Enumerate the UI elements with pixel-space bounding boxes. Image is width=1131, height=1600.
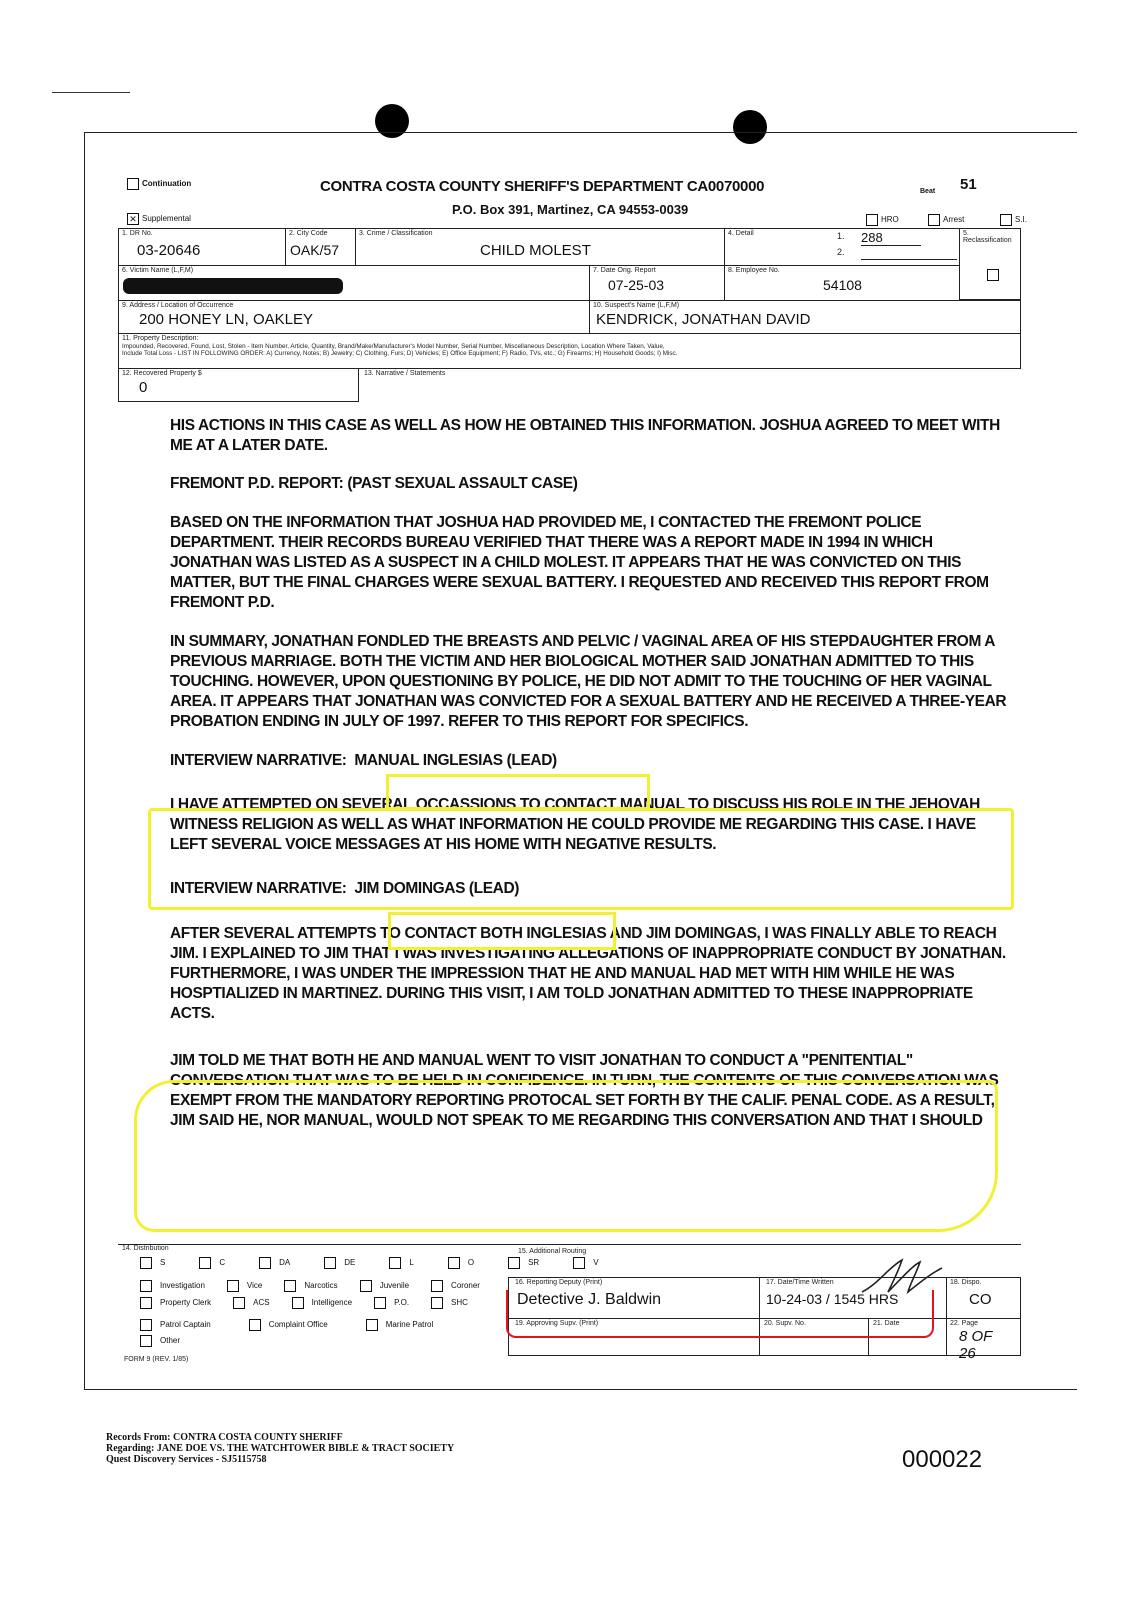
reclassification-label: 5. Reclassification xyxy=(963,230,1012,244)
employee-value: 54108 xyxy=(823,277,862,293)
city-code-label: 2. City Code xyxy=(289,230,328,237)
distribution-label: Other xyxy=(160,1336,181,1346)
date-orig-label: 7. Date Orig. Report xyxy=(593,267,656,274)
fremont-heading: FREMONT P.D. REPORT: (PAST SEXUAL ASSAULT CASE) xyxy=(170,475,578,493)
distribution-checkbox-property-clerk[interactable] xyxy=(140,1298,219,1307)
reclassification-cell xyxy=(959,228,1021,300)
footer-line: Records From: CONTRA COSTA COUNTY SHERIFF xyxy=(106,1432,343,1443)
distribution-label: O xyxy=(467,1258,475,1268)
distribution-row-1 xyxy=(140,1257,633,1269)
supplemental-label: Supplemental xyxy=(142,214,191,224)
distribution-label: Patrol Captain xyxy=(160,1320,211,1330)
narrative-paragraph: AFTER SEVERAL ATTEMPTS TO CONTACT BOTH INGLESIAS AND JIM DOMINGAS, I WAS FINALLY ABLE TO REACH JIM. I EXPLAINED TO JIM THAT I WAS INVESTIGATING ALLEGATIONS OF INAPPROPRIATE CONDUCT BY JONATHAN. FURTHERMORE, I WAS UNDER THE IMPRESSION THAT HE AND MANUAL HAD MET WITH HIM WHILE HE WAS HOSPTIALIZED IN MARTINEZ. DURING THIS VISIT, I AM TOLD JONATHAN ADMITTED TO THESE INAPPROPRIATE ACTS. xyxy=(170,924,1006,1023)
interview-heading-name: JIM DOMINGAS (LEAD) xyxy=(354,880,520,898)
department-address: P.O. Box 391, Martinez, CA 94553-0039 xyxy=(452,202,689,217)
distribution-checkbox-narcotics[interactable] xyxy=(284,1281,345,1290)
dispo-value: CO xyxy=(969,1291,992,1308)
highlight-box xyxy=(388,912,616,950)
checkbox-icon xyxy=(324,1257,336,1269)
address-label: 9. Address / Location of Occurrence xyxy=(122,302,234,309)
distribution-label: 14. Distribution xyxy=(122,1245,169,1252)
victim-label: 6. Victim Name (L,F,M) xyxy=(122,267,194,274)
distribution-label: ACS xyxy=(253,1298,270,1308)
suspect-cell xyxy=(589,300,1021,334)
page-value: 8 OF 26 xyxy=(959,1328,993,1362)
footer-line: Regarding: JANE DOE VS. THE WATCHTOWER BIBLE & TRACT SOCIETY xyxy=(106,1443,455,1454)
distribution-checkbox-v[interactable] xyxy=(573,1258,606,1267)
dr-no-label: 1. DR No. xyxy=(122,230,153,237)
date-orig-cell xyxy=(589,265,725,301)
checkbox-icon xyxy=(431,1280,443,1292)
detail-2-line xyxy=(861,259,957,260)
narrative-paragraph: IN SUMMARY, JONATHAN FONDLED THE BREASTS AND PELVIC / VAGINAL AREA OF HIS STEPDAUGHTER FROM A PREVIOUS MARRIAGE. BOTH THE VICTIM AND HER BIOLOGICAL MOTHER SAID JONATHAN ADMITTED TO THIS TOUCHING. HOWEVER, UPON QUESTIONING BY POLICE, HE DID NOT ADMIT TO THE TOUCHING OF HER VAGINAL AREA. IT APPEARS THAT JONATHAN WAS CONVICTED FOR A SEXUAL BATTERY AND HE RECEIVED A THREE-YEAR PROBATION ENDING IN JULY OF 1997. REFER TO THIS REPORT FOR SPECIFICS. xyxy=(170,632,1007,731)
deputy-value: Detective J. Baldwin xyxy=(517,1291,662,1308)
property-label: 11. Property Description: xyxy=(122,335,199,342)
distribution-checkbox-investigation[interactable] xyxy=(140,1281,213,1290)
approving-label: 19. Approving Supv. (Print) xyxy=(515,1320,599,1327)
checkbox-icon xyxy=(127,178,139,190)
distribution-label: SHC xyxy=(451,1298,468,1308)
checkbox-icon xyxy=(140,1297,152,1309)
checkbox-icon xyxy=(140,1319,152,1331)
narrative-label: 13. Narrative / Statements xyxy=(364,370,446,377)
distribution-checkbox-acs[interactable] xyxy=(233,1298,277,1307)
bates-number: 000022 xyxy=(902,1446,983,1473)
employee-cell xyxy=(724,265,960,301)
si-label: S.I. xyxy=(1015,215,1028,225)
distribution-row-5 xyxy=(140,1335,198,1347)
checkbox-icon xyxy=(1000,214,1012,226)
distribution-label: Coroner xyxy=(451,1281,480,1291)
distribution-checkbox-c[interactable] xyxy=(199,1258,233,1267)
distribution-checkbox-sr[interactable] xyxy=(508,1258,547,1267)
continuation-label: Continuation xyxy=(142,179,192,189)
checkbox-icon xyxy=(374,1297,386,1309)
checkbox-icon xyxy=(140,1280,152,1292)
distribution-label: Marine Patrol xyxy=(385,1320,434,1330)
arrest-checkbox[interactable] xyxy=(928,214,964,226)
detail-cell xyxy=(724,228,960,266)
crime-cell xyxy=(355,228,725,266)
narrative-paragraph: I HAVE ATTEMPTED ON SEVERAL OCCASSIONS TO CONTACT MANUAL TO DISCUSS HIS ROLE IN THE JEHOVAH WITNESS RELIGION AS WELL AS WHAT INFORMATION HE COULD PROVIDE ME REGARDING THIS CASE. I HAVE LEFT SEVERAL VOICE MESSAGES AT HIS HOME WITH NEGATIVE RESULTS. xyxy=(170,795,980,854)
checkbox-icon xyxy=(360,1280,372,1292)
employee-label: 8. Employee No. xyxy=(728,267,780,274)
distribution-label: Vice xyxy=(246,1281,263,1291)
signature-icon xyxy=(858,1254,948,1298)
department-title: CONTRA COSTA COUNTY SHERIFF'S DEPARTMENT CA0070000 xyxy=(320,178,765,195)
dr-no-cell xyxy=(118,228,286,266)
property-instructions-1: Impounded, Recovered, Found, Lost, Stolen - Item Number, Article, Quantity, Brand/Make/Manufacturer's Model Number, Serial Number, Miscellaneous Description, Location Where Taken, Value, xyxy=(122,343,665,350)
address-value: 200 HONEY LN, OAKLEY xyxy=(139,311,313,328)
highlight-box xyxy=(386,774,650,810)
checkbox-icon xyxy=(227,1280,239,1292)
narrative-paragraph: JIM TOLD ME THAT BOTH HE AND MANUAL WENT TO VISIT JONATHAN TO CONDUCT A "PENITENTIAL" CONVERSATION THAT WAS TO BE HELD IN CONFIDENCE. IN TURN, THE CONTENTS OF THIS CONVERSATION WAS EXEMPT FROM THE MANDATORY REPORTING PROTOCAL SET FORTH BY THE CALIF. PENAL CODE. AS A RESULT, JIM SAID HE, NOR MANUAL, WOULD NOT SPEAK TO ME REGARDING THIS CONVERSATION AND THAT I SHOULD xyxy=(170,1051,999,1130)
distribution-label: Juvenile xyxy=(379,1281,410,1291)
distribution-label: Intelligence xyxy=(311,1298,353,1308)
checkbox-icon xyxy=(140,1257,152,1269)
property-instructions-2: Include Total Loss - LIST IN FOLLOWING ORDER: A) Currency, Notes; B) Jewelry; C) Clothing, Furs; D) Vehicles; E) Office Equipment; F) Radio, TVs, etc.; G) Firearms; H) Household Goods; I) Misc. xyxy=(122,350,678,357)
distribution-checkbox-patrol-captain[interactable] xyxy=(140,1320,219,1329)
distribution-checkbox-p-o-[interactable] xyxy=(374,1298,417,1307)
checkbox-icon xyxy=(866,214,878,226)
distribution-label: Complaint Office xyxy=(268,1320,328,1330)
dr-no-value: 03-20646 xyxy=(137,242,201,259)
distribution-checkbox-complaint-office[interactable] xyxy=(249,1320,336,1329)
distribution-label: L xyxy=(409,1258,414,1268)
distribution-checkbox-l[interactable] xyxy=(389,1258,421,1267)
distribution-checkbox-other[interactable] xyxy=(140,1336,188,1345)
supv-no-label: 20. Supv. No. xyxy=(764,1320,806,1327)
checkbox-icon xyxy=(573,1257,585,1269)
redaction-bar xyxy=(123,278,343,294)
page-cell xyxy=(946,1318,1021,1362)
distribution-label: DE xyxy=(344,1258,356,1268)
interview-heading-label: INTERVIEW NARRATIVE: xyxy=(170,751,347,769)
checkbox-icon xyxy=(448,1257,460,1269)
recovered-value: 0 xyxy=(139,379,148,396)
footer-line: Quest Discovery Services - SJ5115758 xyxy=(106,1454,267,1465)
interview-heading-name: MANUAL INGLESIAS (LEAD) xyxy=(354,751,557,769)
checkbox-icon xyxy=(508,1257,520,1269)
top-rule xyxy=(52,92,130,93)
distribution-checkbox-o[interactable] xyxy=(448,1258,482,1267)
detail-label: 4. Detail xyxy=(728,230,754,237)
distribution-label: Property Clerk xyxy=(160,1298,212,1308)
distribution-checkbox-coroner[interactable] xyxy=(431,1281,488,1290)
routing-label: 15. Additional Routing xyxy=(518,1248,587,1255)
city-code-value: OAK/57 xyxy=(290,242,340,258)
checkbox-icon xyxy=(928,214,940,226)
distribution-label: DA xyxy=(279,1258,291,1268)
beat-label: Beat xyxy=(920,188,936,195)
bottom-divider xyxy=(118,1244,1021,1245)
address-cell xyxy=(118,300,590,334)
checkbox-icon xyxy=(366,1319,378,1331)
datetime-label: 17. Date/Time Written xyxy=(766,1279,834,1286)
checkbox-icon xyxy=(140,1335,152,1347)
distribution-checkbox-marine-patrol[interactable] xyxy=(366,1320,442,1329)
checkbox-icon xyxy=(233,1297,245,1309)
checkbox-icon xyxy=(249,1319,261,1331)
distribution-checkbox-shc[interactable] xyxy=(431,1298,476,1307)
distribution-checkbox-s[interactable] xyxy=(140,1258,173,1267)
records-footer xyxy=(106,1432,454,1465)
distribution-label: SR xyxy=(528,1258,540,1268)
supplemental-checkbox[interactable] xyxy=(127,213,191,225)
deputy-label: 16. Reporting Deputy (Print) xyxy=(515,1279,603,1286)
si-checkbox[interactable] xyxy=(1000,214,1027,226)
checkbox-icon xyxy=(284,1280,296,1292)
highlight-box xyxy=(134,1080,998,1232)
distribution-checkbox-vice[interactable] xyxy=(227,1281,270,1290)
city-code-cell xyxy=(285,228,356,266)
victim-cell xyxy=(118,265,590,301)
distribution-label: C xyxy=(219,1258,226,1268)
arrest-label: Arrest xyxy=(943,215,965,225)
date-orig-value: 07-25-03 xyxy=(608,277,665,293)
recovered-cell xyxy=(118,368,359,402)
detail-2-number: 2. xyxy=(837,247,845,257)
interview-heading-label: INTERVIEW NARRATIVE: xyxy=(170,880,347,898)
checkbox-icon xyxy=(292,1297,304,1309)
detail-1-value: 288 xyxy=(861,230,921,246)
hro-label: HRO xyxy=(881,215,899,225)
crime-value: CHILD MOLEST xyxy=(480,242,591,259)
beat-value: 51 xyxy=(960,176,977,193)
distribution-label: Narcotics xyxy=(304,1281,338,1291)
crime-label: 3. Crime / Classification xyxy=(359,230,433,237)
distribution-label: P.O. xyxy=(394,1298,410,1308)
narrative-paragraph: BASED ON THE INFORMATION THAT JOSHUA HAD PROVIDED ME, I CONTACTED THE FREMONT POLICE DEPARTMENT. THEIR RECORDS BUREAU VERIFIED THAT THERE WAS A REPORT MADE IN 1994 IN WHICH JONATHAN WAS LISTED AS A SUSPECT IN A CHILD MOLEST. IT APPEARS THAT HE WAS CONVICTED ON THIS MATTER, BUT THE FINAL CHARGES WERE SEXUAL BATTERY. I REQUESTED AND RECEIVED THIS REPORT FROM FREMONT P.D. xyxy=(170,513,989,612)
checkbox-icon xyxy=(389,1257,401,1269)
distribution-row-4 xyxy=(140,1319,471,1331)
dispo-label: 18. Dispo. xyxy=(950,1279,982,1286)
checkbox-icon xyxy=(431,1297,443,1309)
distribution-label: Investigation xyxy=(160,1281,205,1291)
narrative-paragraph: HIS ACTIONS IN THIS CASE AS WELL AS HOW HE OBTAINED THIS INFORMATION. JOSHUA AGREED TO MEET WITH ME AT A LATER DATE. xyxy=(170,417,1000,455)
distribution-label: S xyxy=(160,1258,166,1268)
detail-1-number: 1. xyxy=(837,231,845,241)
property-cell xyxy=(118,333,1021,369)
date-label: 21. Date xyxy=(873,1320,900,1327)
checked-box-icon xyxy=(127,213,139,225)
distribution-checkbox-de[interactable] xyxy=(324,1258,363,1267)
checkbox-icon xyxy=(199,1257,211,1269)
distribution-checkbox-da[interactable] xyxy=(259,1258,298,1267)
checkbox-icon xyxy=(259,1257,271,1269)
highlight-box xyxy=(148,808,1014,910)
page-label: 22. Page xyxy=(950,1320,979,1327)
hro-checkbox[interactable] xyxy=(866,214,899,226)
recovered-label: 12. Recovered Property $ xyxy=(122,370,202,377)
continuation-checkbox[interactable] xyxy=(127,178,191,190)
distribution-checkbox-juvenile[interactable] xyxy=(360,1281,417,1290)
datetime-value: 10-24-03 / 1545 HRS xyxy=(766,1291,899,1307)
distribution-row-2 xyxy=(140,1280,502,1292)
distribution-checkbox-intelligence[interactable] xyxy=(292,1298,360,1307)
form-id: FORM 9 (REV. 1/85) xyxy=(124,1356,189,1363)
dispo-cell xyxy=(946,1277,1021,1319)
suspect-label: 10. Suspect's Name (L,F,M) xyxy=(593,302,680,309)
distribution-row-3 xyxy=(140,1297,490,1309)
distribution-label: V xyxy=(593,1258,599,1268)
suspect-value: KENDRICK, JONATHAN DAVID xyxy=(596,311,811,328)
reclassification-checkbox[interactable] xyxy=(987,269,999,281)
